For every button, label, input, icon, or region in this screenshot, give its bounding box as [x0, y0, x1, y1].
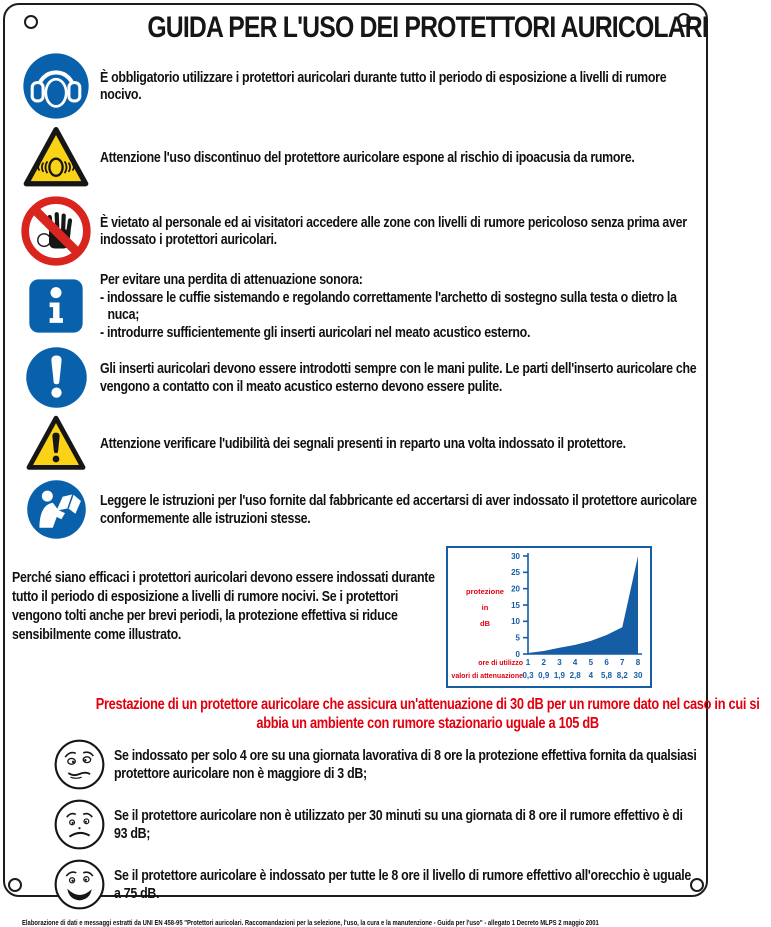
svg-text:30: 30: [511, 551, 520, 561]
general-warning-icon: [23, 414, 89, 474]
svg-text:0: 0: [515, 649, 520, 659]
face-happy-icon: [53, 858, 106, 911]
svg-text:protezione: protezione: [466, 587, 504, 596]
svg-text:30: 30: [633, 671, 643, 680]
ear-protection-mandatory-icon: [22, 52, 90, 120]
rule-item-no-access: [12, 196, 699, 266]
svg-text:6: 6: [604, 658, 609, 667]
svg-text:25: 25: [511, 568, 520, 578]
face-sad-icon: [53, 798, 106, 851]
face-uneasy-icon: [53, 738, 106, 791]
rule-text-bullet: - indossare le cuffie sistemando e regolando correttamente l'archetto di sostegno sulla testa o dietro la nuca;: [100, 288, 677, 323]
svg-text:1,9: 1,9: [553, 671, 565, 680]
rule-text: Leggere le istruzioni per l'uso fornite dal fabbricante ed accertarsi di aver indossato il protettore auricolare conformemente alle istruzioni stesse.: [100, 492, 697, 527]
attenuation-chart: [446, 546, 652, 688]
rule-text: È obbligatorio utilizzare i protettori auricolari durante tutto il periodo di esposizione a livelli di rumore nocivo.: [100, 68, 667, 103]
no-access-prohibition-icon: [21, 196, 91, 266]
rule-item-read-instructions: [12, 479, 699, 540]
svg-text:8: 8: [635, 658, 641, 667]
example-text: Se il protettore auricolare è indossato per tutte le 8 ore il livello di rumore effettivo all'orecchio è uguale a 75 dB.: [114, 867, 692, 902]
svg-text:7: 7: [620, 658, 625, 667]
example-item-4-hours: [12, 738, 699, 791]
svg-text:0,9: 0,9: [538, 671, 550, 680]
svg-text:2,8: 2,8: [569, 671, 581, 680]
rule-text: È vietato al personale ed ai visitatori accedere alle zone con livelli di rumore pericoloso senza prima aver indossato i protettori auricolari.: [100, 213, 687, 248]
footer-reference-text: Elaborazione di dati e messaggi estratti da UNI EN 458-95 "Protettori auricolari. Raccomandazioni per la selezione, l'uso, la cura e la manutenzione - Guida per l'uso" - allegato 1 Decreto MLPS 2 maggio 2001: [22, 918, 599, 927]
rule-text: Attenzione l'uso discontinuo del protettore auricolare espone al rischio di ipoacusia da rumore.: [100, 149, 635, 167]
rule-text-bullet: - introdurre sufficientemente gli inserti auricolari nel meato acustico esterno.: [100, 323, 531, 341]
rule-text-intro: Per evitare una perdita di attenuazione sonora:: [100, 271, 363, 288]
svg-text:5: 5: [588, 658, 594, 667]
example-item-8-hours: [12, 858, 699, 911]
general-mandatory-icon: [25, 346, 88, 409]
attenuation-chart-svg: [448, 548, 650, 686]
svg-text:dB: dB: [480, 619, 490, 628]
rule-item-noise-hazard: [12, 125, 699, 191]
example-text: Se indossato per solo 4 ore su una giornata lavorativa di 8 ore la protezione effettiva fornita da qualsiasi protettore auricolare non è maggiore di 3 dB;: [114, 747, 697, 782]
svg-text:4: 4: [588, 671, 594, 680]
page-title: GUIDA PER L'USO DEI PROTETTORI AURICOLARI: [147, 11, 708, 44]
rule-text: Gli inserti auricolari devono essere introdotti sempre con le mani pulite. Le parti dell'inserto auricolare che vengono a contatto con il meato acustico esterno devono essere pulite.: [100, 360, 697, 395]
svg-text:0,3: 0,3: [522, 671, 534, 680]
rule-item-ear-protection: [12, 52, 699, 120]
svg-text:ore di utilizzo: ore di utilizzo: [478, 660, 523, 667]
svg-text:5: 5: [515, 633, 520, 643]
svg-text:5,8: 5,8: [601, 671, 613, 680]
read-manual-mandatory-icon: [26, 479, 87, 540]
example-item-30-minutes: [12, 798, 699, 851]
example-text: Se il protettore auricolare non è utilizzato per 30 minuti su una giornata di 8 ore il rumore effettivo è di 93 dB;: [114, 807, 683, 842]
svg-text:valori di attenuazione: valori di attenuazione: [451, 673, 523, 680]
performance-alert-heading: Prestazione di un protettore auricolare che assicura un'attenuazione di 30 dB per un rumore dato nel caso in cui si abbia un ambiente con rumore stazionario uguale a 105 dB: [95, 696, 760, 732]
rule-item-clean-hands: [12, 346, 699, 409]
sign-content: [12, 8, 760, 927]
svg-text:15: 15: [511, 600, 520, 610]
info-icon: [27, 277, 85, 335]
svg-text:10: 10: [511, 617, 520, 627]
noise-hazard-warning-icon: [20, 125, 92, 191]
effectiveness-paragraph: Perché siano efficaci i protettori auricolari devono essere indossati durante tutto il periodo di esposizione a livelli di rumore nocivi. Se i protettori vengono tolti anche per brevi periodi, la protezione effettiva si riduce sensibilmente come illustrato.: [12, 569, 435, 643]
svg-text:20: 20: [511, 584, 520, 594]
rule-item-fitting-info: [12, 271, 699, 341]
svg-text:8,2: 8,2: [616, 671, 628, 680]
svg-text:3: 3: [557, 658, 562, 667]
effectiveness-section: [12, 546, 699, 688]
svg-text:1: 1: [525, 658, 531, 667]
rule-item-signal-audibility: [12, 414, 699, 474]
svg-text:4: 4: [572, 658, 578, 667]
rule-text: Attenzione verificare l'udibilità dei segnali presenti in reparto una volta indossato il protettore.: [100, 435, 626, 453]
svg-text:in: in: [481, 603, 489, 612]
svg-text:2: 2: [541, 658, 546, 667]
